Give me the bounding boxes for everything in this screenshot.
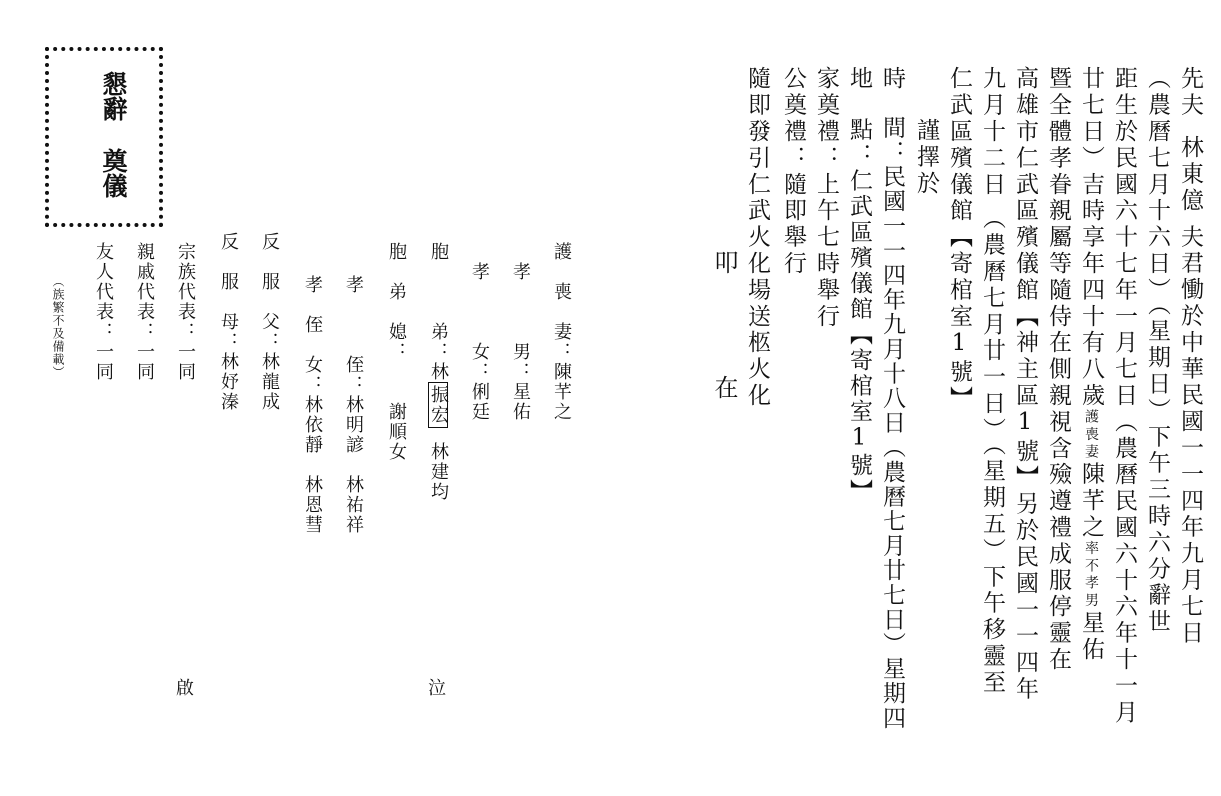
notice-col-13: 公奠禮：隨即舉行 [780,66,806,278]
son-label: 不孝男 [1083,558,1099,611]
notice-col1-text: 夫君慟於中華民國一一四年九月七日 [1177,224,1203,647]
notice-col-12: 家奠禮：上午七時舉行 [813,66,839,330]
notice-col7-date: 九月十二日 [979,66,1005,198]
notice-col-4 [1079,66,1102,663]
lead-word: 率 [1083,540,1099,559]
weep-character: 泣 [425,678,446,698]
notice-col-14: 隨即發引仁武火化場送柩火化 [744,66,770,410]
notice-col-9: 謹擇於 [913,118,939,198]
announce-character: 啟 [173,678,194,698]
notice-col-10-time: 時 間：民國一一四年九月十八日（農曆七月廿七日）星期四 [879,66,905,731]
notice-col8-room: 【寄棺室1號】 [946,224,972,413]
kou-character: 叩 [710,250,738,278]
chief-mourner-name: 陳芊之 [1078,461,1104,541]
decline-offerings-box [45,47,163,227]
family-father: 反 服 父：林龍成 [259,232,280,412]
notice-col-1 [1178,66,1201,646]
notice-col-2: （農曆七月十六日）（星期日）下午三時六分辭世 [1144,66,1170,636]
family-relative-representatives: 親戚代表：一同 [134,242,155,382]
notice-col1-prefix: 先夫 [1177,66,1203,119]
brother-name-boxed: 振宏 [428,382,448,428]
deceased-name: 林東億 [1177,134,1203,215]
notice-col11-text: 地 點：仁武區殯儀館 [846,66,872,322]
notice-col-11-place [847,66,870,504]
family-brother [428,242,448,502]
notice-col6-text: 另於民國一一四年 [1012,491,1038,703]
decline-line-2: 奠儀 [99,148,128,198]
family-nieces: 孝 侄 女：林依靜 林恩彗 [302,275,323,535]
family-mother: 反 服 母：林妤溱 [218,232,239,412]
notice-col4-text: 廿七日）吉時享年四十有八歲 [1078,66,1104,410]
family-son: 孝 男：星佑 [510,262,531,422]
brother-label: 胞 弟：林 [428,242,449,382]
notice-col8-place: 仁武區殯儀館 [946,66,972,225]
notice-col-8 [947,66,970,412]
family-too-numerous-note: （族繁不及備載） [51,275,65,379]
notice-col-6 [1013,66,1036,703]
notice-col6-room: 【神主區1號】 [1012,303,1038,492]
family-chief-mourner: 護 喪 妻：陳芊之 [551,242,572,422]
notice-col-7 [980,66,1003,696]
decline-line-1: 懇辭 [99,71,128,121]
notice-col11-room: 【寄棺室1號】 [846,322,872,505]
notice-col-5: 暨全體孝眷親屬等隨侍在側親視含殮遵禮成服停靈在 [1045,66,1071,674]
family-nephews: 孝 侄：林明諺 林祐祥 [343,275,364,535]
family-friend-representatives: 友人代表：一同 [93,242,114,382]
son-name: 星佑 [1078,610,1104,664]
notice-col-3: 距生於民國六十七年一月七日（農曆民國六十六年十一月 [1111,66,1137,726]
notice-col6-place: 高雄市仁武區殯儀館 [1012,66,1038,304]
family-sister-in-law: 胞 弟 媳： 謝順女 [386,242,407,462]
notice-col7-text: （農曆七月廿一日）（星期五）下午移靈至 [979,206,1005,697]
family-daughter: 孝 女：俐廷 [469,262,490,422]
brother-name-2: 林建均 [428,442,449,502]
chief-mourner-label: 護喪妻 [1083,409,1099,462]
family-clan-representatives: 宗族代表：一同 [175,242,196,382]
zai-character: 在 [710,375,738,403]
